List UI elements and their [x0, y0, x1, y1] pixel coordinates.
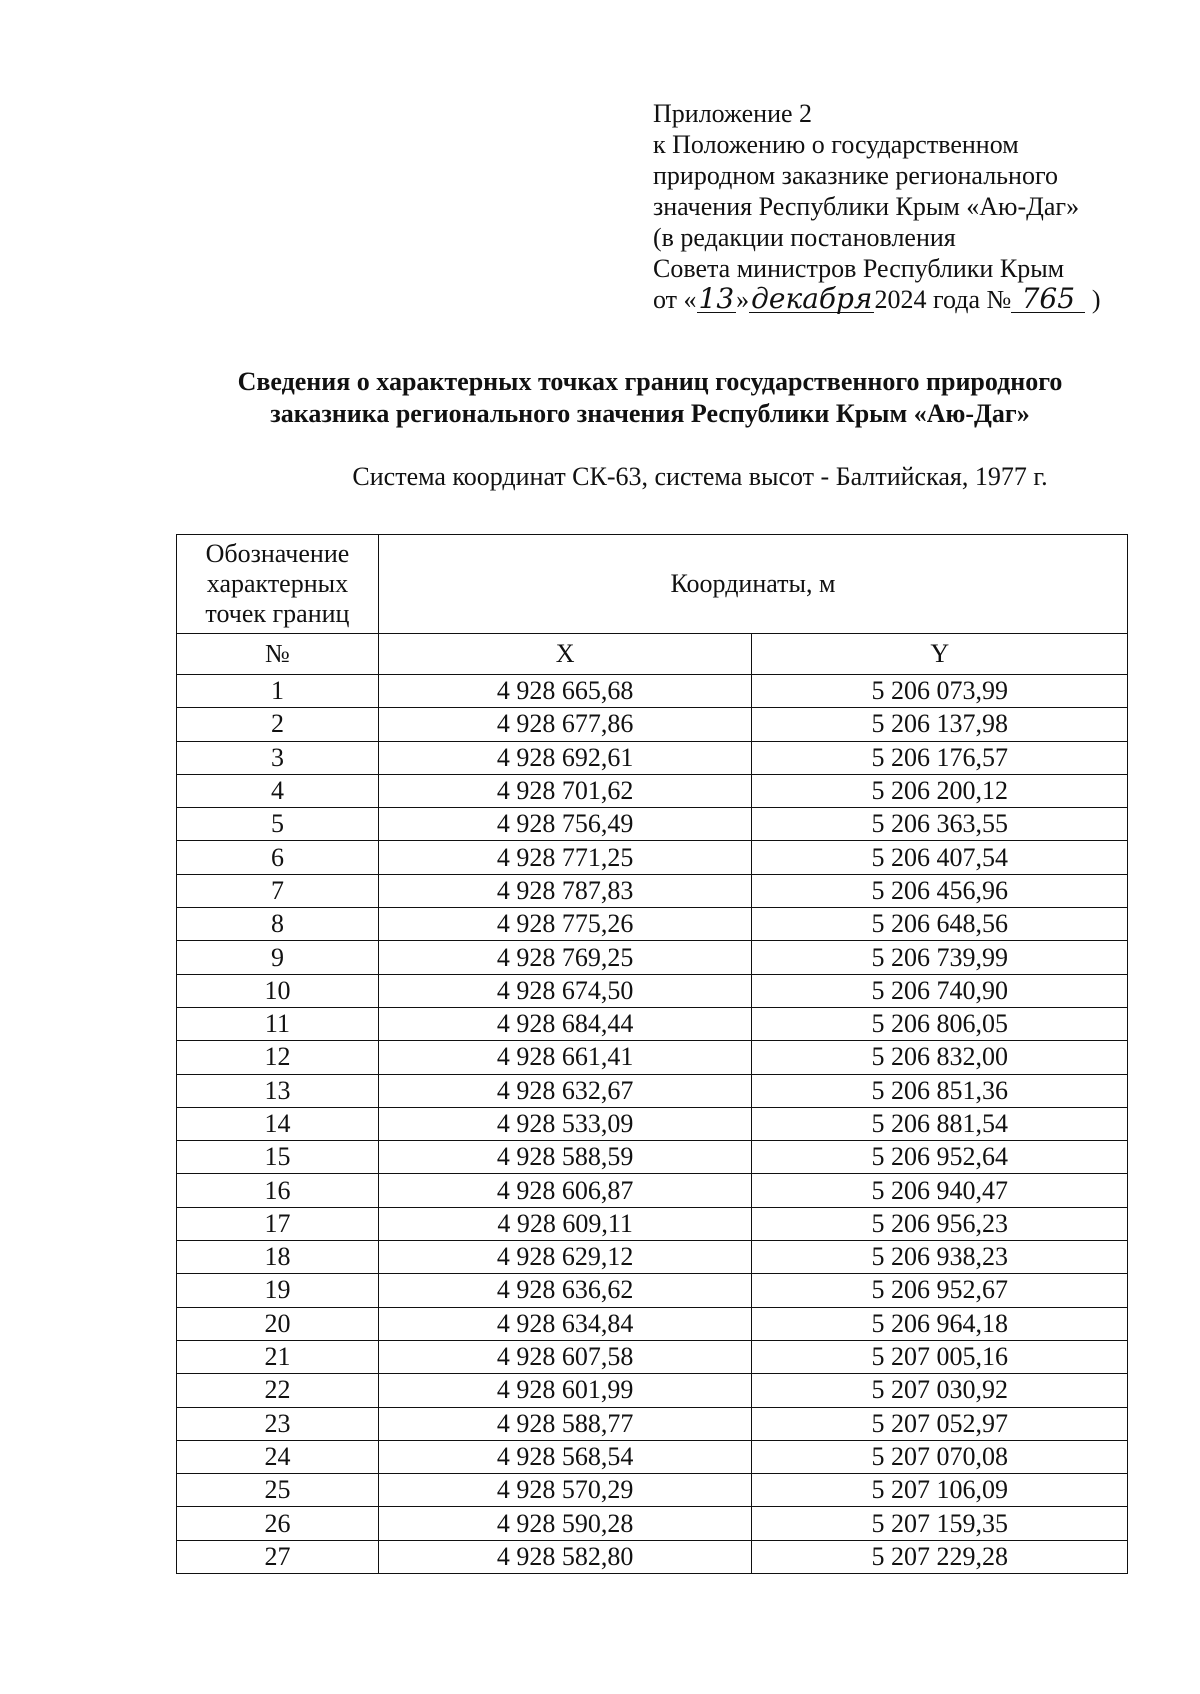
x-coordinate-cell: 4 928 636,62 — [378, 1274, 752, 1307]
appendix-line: к Положению о государственном — [653, 130, 1019, 159]
x-coordinate-cell: 4 928 661,41 — [378, 1041, 752, 1074]
table-row — [177, 1374, 1128, 1407]
point-number-cell: 4 — [177, 774, 379, 807]
table-row — [177, 808, 1128, 841]
table-row — [177, 841, 1128, 874]
appendix-line: (в редакции постановления — [653, 223, 956, 252]
y-coordinate-cell: 5 206 952,67 — [752, 1274, 1128, 1307]
table-row — [177, 1440, 1128, 1473]
date-year-text: 2024 года № — [874, 285, 1012, 314]
table-row — [177, 1041, 1128, 1074]
x-coordinate-cell: 4 928 533,09 — [378, 1107, 752, 1140]
resolution-date-line — [653, 284, 1173, 315]
y-coordinate-cell: 5 207 159,35 — [752, 1507, 1128, 1540]
x-coordinate-cell: 4 928 674,50 — [378, 974, 752, 1007]
point-number-cell: 27 — [177, 1540, 379, 1573]
x-coordinate-cell: 4 928 634,84 — [378, 1307, 752, 1340]
table-row — [177, 1074, 1128, 1107]
title-line-2: заказника регионального значения Республики Крым «Аю-Даг» — [270, 399, 1030, 428]
table-row — [177, 1174, 1128, 1207]
x-coordinate-cell: 4 928 606,87 — [378, 1174, 752, 1207]
table-row — [177, 1241, 1128, 1274]
header-number: № — [177, 634, 379, 675]
x-coordinate-cell: 4 928 677,86 — [378, 708, 752, 741]
point-number-cell: 10 — [177, 974, 379, 1007]
point-number-cell: 14 — [177, 1107, 379, 1140]
x-coordinate-cell: 4 928 609,11 — [378, 1207, 752, 1240]
y-coordinate-cell: 5 207 005,16 — [752, 1340, 1128, 1373]
table-row — [177, 1141, 1128, 1174]
date-suffix: ) — [1091, 285, 1101, 314]
table-header-row — [177, 535, 1128, 634]
point-number-cell: 22 — [177, 1374, 379, 1407]
point-number-cell: 11 — [177, 1007, 379, 1040]
y-coordinate-cell: 5 206 832,00 — [752, 1041, 1128, 1074]
point-number-cell: 7 — [177, 874, 379, 907]
table-row — [177, 1107, 1128, 1140]
point-number-cell: 13 — [177, 1074, 379, 1107]
x-coordinate-cell: 4 928 701,62 — [378, 774, 752, 807]
x-coordinate-cell: 4 928 756,49 — [378, 808, 752, 841]
point-number-cell: 3 — [177, 741, 379, 774]
appendix-line: природном заказнике регионального — [653, 161, 1058, 190]
y-coordinate-cell: 5 206 137,98 — [752, 708, 1128, 741]
point-number-cell: 8 — [177, 908, 379, 941]
y-coordinate-cell: 5 206 176,57 — [752, 741, 1128, 774]
point-number-cell: 16 — [177, 1174, 379, 1207]
point-number-cell: 25 — [177, 1474, 379, 1507]
x-coordinate-cell: 4 928 787,83 — [378, 874, 752, 907]
y-coordinate-cell: 5 206 964,18 — [752, 1307, 1128, 1340]
date-prefix: от « — [653, 285, 697, 314]
x-coordinate-cell: 4 928 771,25 — [378, 841, 752, 874]
x-coordinate-cell: 4 928 607,58 — [378, 1340, 752, 1373]
handwritten-day: 13 — [698, 282, 735, 315]
x-coordinate-cell: 4 928 684,44 — [378, 1007, 752, 1040]
table-row — [177, 1407, 1128, 1440]
table-row — [177, 1340, 1128, 1373]
header-y: Y — [752, 634, 1128, 675]
y-coordinate-cell: 5 206 938,23 — [752, 1241, 1128, 1274]
date-separator: » — [736, 285, 750, 314]
point-number-cell: 15 — [177, 1141, 379, 1174]
table-subheader-row — [177, 634, 1128, 675]
table-row — [177, 908, 1128, 941]
x-coordinate-cell: 4 928 775,26 — [378, 908, 752, 941]
appendix-title: Приложение 2 — [653, 99, 813, 128]
y-coordinate-cell: 5 206 806,05 — [752, 1007, 1128, 1040]
appendix-line: значения Республики Крым «Аю-Даг» — [653, 192, 1080, 221]
x-coordinate-cell: 4 928 568,54 — [378, 1440, 752, 1473]
y-coordinate-cell: 5 206 200,12 — [752, 774, 1128, 807]
appendix-line: Совета министров Республики Крым — [653, 254, 1065, 283]
table-row — [177, 774, 1128, 807]
table-row — [177, 708, 1128, 741]
y-coordinate-cell: 5 206 363,55 — [752, 808, 1128, 841]
point-number-cell: 23 — [177, 1407, 379, 1440]
handwritten-month: декабря — [751, 282, 873, 315]
y-coordinate-cell: 5 206 739,99 — [752, 941, 1128, 974]
table-row — [177, 675, 1128, 708]
y-coordinate-cell: 5 206 740,90 — [752, 974, 1128, 1007]
table-row — [177, 874, 1128, 907]
point-number-cell: 5 — [177, 808, 379, 841]
point-number-cell: 1 — [177, 675, 379, 708]
y-coordinate-cell: 5 206 952,64 — [752, 1141, 1128, 1174]
document-title — [150, 366, 1150, 430]
point-number-cell: 20 — [177, 1307, 379, 1340]
table-row — [177, 1540, 1128, 1573]
y-coordinate-cell: 5 207 052,97 — [752, 1407, 1128, 1440]
y-coordinate-cell: 5 206 407,54 — [752, 841, 1128, 874]
point-number-cell: 12 — [177, 1041, 379, 1074]
y-coordinate-cell: 5 206 940,47 — [752, 1174, 1128, 1207]
appendix-block — [653, 98, 1173, 315]
point-number-cell: 21 — [177, 1340, 379, 1373]
y-coordinate-cell: 5 207 106,09 — [752, 1474, 1128, 1507]
point-number-cell: 26 — [177, 1507, 379, 1540]
x-coordinate-cell: 4 928 629,12 — [378, 1241, 752, 1274]
header-points: Обозначение характерных точек границ — [177, 535, 379, 634]
coordinate-system-caption: Система координат СК-63, система высот - Балтийская, 1977 г. — [352, 462, 1048, 491]
table-row — [177, 1007, 1128, 1040]
y-coordinate-cell: 5 206 956,23 — [752, 1207, 1128, 1240]
table-row — [177, 1474, 1128, 1507]
point-number-cell: 18 — [177, 1241, 379, 1274]
y-coordinate-cell: 5 206 648,56 — [752, 908, 1128, 941]
x-coordinate-cell: 4 928 769,25 — [378, 941, 752, 974]
header-x: X — [378, 634, 752, 675]
table-row — [177, 1207, 1128, 1240]
x-coordinate-cell: 4 928 590,28 — [378, 1507, 752, 1540]
y-coordinate-cell: 5 206 851,36 — [752, 1074, 1128, 1107]
table-row — [177, 1507, 1128, 1540]
y-coordinate-cell: 5 207 229,28 — [752, 1540, 1128, 1573]
table-row — [177, 1307, 1128, 1340]
table-row — [177, 941, 1128, 974]
point-number-cell: 24 — [177, 1440, 379, 1473]
point-number-cell: 9 — [177, 941, 379, 974]
header-coordinates: Координаты, м — [378, 535, 1127, 634]
x-coordinate-cell: 4 928 582,80 — [378, 1540, 752, 1573]
table-row — [177, 974, 1128, 1007]
y-coordinate-cell: 5 207 030,92 — [752, 1374, 1128, 1407]
title-line-1: Сведения о характерных точках границ государственного природного — [237, 367, 1063, 396]
x-coordinate-cell: 4 928 588,59 — [378, 1141, 752, 1174]
table-row — [177, 1274, 1128, 1307]
y-coordinate-cell: 5 206 881,54 — [752, 1107, 1128, 1140]
point-number-cell: 19 — [177, 1274, 379, 1307]
y-coordinate-cell: 5 206 456,96 — [752, 874, 1128, 907]
point-number-cell: 2 — [177, 708, 379, 741]
table-row — [177, 741, 1128, 774]
coordinates-table — [176, 534, 1128, 1574]
x-coordinate-cell: 4 928 588,77 — [378, 1407, 752, 1440]
x-coordinate-cell: 4 928 692,61 — [378, 741, 752, 774]
x-coordinate-cell: 4 928 570,29 — [378, 1474, 752, 1507]
x-coordinate-cell: 4 928 601,99 — [378, 1374, 752, 1407]
handwritten-doc-number: 765 — [1011, 286, 1085, 313]
y-coordinate-cell: 5 206 073,99 — [752, 675, 1128, 708]
point-number-cell: 6 — [177, 841, 379, 874]
point-number-cell: 17 — [177, 1207, 379, 1240]
x-coordinate-cell: 4 928 632,67 — [378, 1074, 752, 1107]
y-coordinate-cell: 5 207 070,08 — [752, 1440, 1128, 1473]
x-coordinate-cell: 4 928 665,68 — [378, 675, 752, 708]
